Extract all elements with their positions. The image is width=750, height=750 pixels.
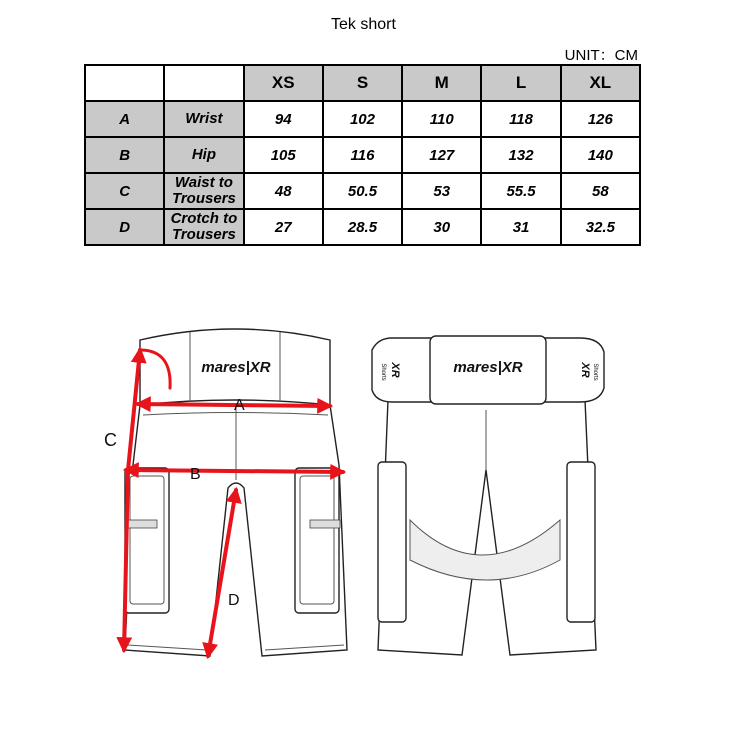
- row-label: Waist to Trousers: [164, 173, 243, 209]
- back-logo: mares|XR: [453, 359, 523, 376]
- table-cell: 32.5: [561, 209, 640, 245]
- measure-b-line: [126, 470, 343, 472]
- row-label: Wrist: [164, 101, 243, 137]
- table-cell: 53: [402, 173, 481, 209]
- size-header: L: [481, 65, 560, 101]
- back-pocket-left: [378, 462, 406, 622]
- row-code: C: [85, 173, 164, 209]
- table-cell: 140: [561, 137, 640, 173]
- back-view: [372, 336, 604, 655]
- table-cell: 55.5: [481, 173, 560, 209]
- measure-label-a: A: [234, 397, 245, 414]
- back-side-logo-left: XR: [389, 362, 401, 378]
- front-logo: mares|XR: [201, 359, 271, 376]
- table-cell: 31: [481, 209, 560, 245]
- table-cell: 27: [244, 209, 323, 245]
- size-header: XL: [561, 65, 640, 101]
- table-cell: 110: [402, 101, 481, 137]
- size-header: M: [402, 65, 481, 101]
- row-label: Hip: [164, 137, 243, 173]
- row-code: B: [85, 137, 164, 173]
- front-pocket-right: [295, 468, 339, 613]
- back-side-logo-right: XR: [579, 362, 591, 378]
- table-cell: 50.5: [323, 173, 402, 209]
- table-cell: 118: [481, 101, 560, 137]
- size-header: XS: [244, 65, 323, 101]
- table-cell: 102: [323, 101, 402, 137]
- table-cell: 127: [402, 137, 481, 173]
- row-code: D: [85, 209, 164, 245]
- back-side-text-right: Shorts: [592, 363, 598, 381]
- table-cell: 126: [561, 101, 640, 137]
- table-cell: 116: [323, 137, 402, 173]
- measure-label-c: C: [104, 430, 117, 450]
- table-cell: 105: [244, 137, 323, 173]
- back-side-text-left: Shorts: [380, 363, 386, 381]
- chart-title: Tek short: [331, 16, 396, 33]
- table-cell: 94: [244, 101, 323, 137]
- back-pocket-right: [567, 462, 595, 622]
- table-cell: 28.5: [323, 209, 402, 245]
- measure-label-d: D: [228, 592, 240, 609]
- front-pocket-left: [125, 468, 169, 613]
- table-cell: 30: [402, 209, 481, 245]
- table-cell: 132: [481, 137, 560, 173]
- unit-label: UNIT：CM: [564, 47, 638, 64]
- table-cell: 58: [561, 173, 640, 209]
- table-cell: 48: [244, 173, 323, 209]
- size-header: S: [323, 65, 402, 101]
- row-label: Crotch to Trousers: [164, 209, 243, 245]
- measure-label-b: B: [190, 466, 201, 483]
- row-code: A: [85, 101, 164, 137]
